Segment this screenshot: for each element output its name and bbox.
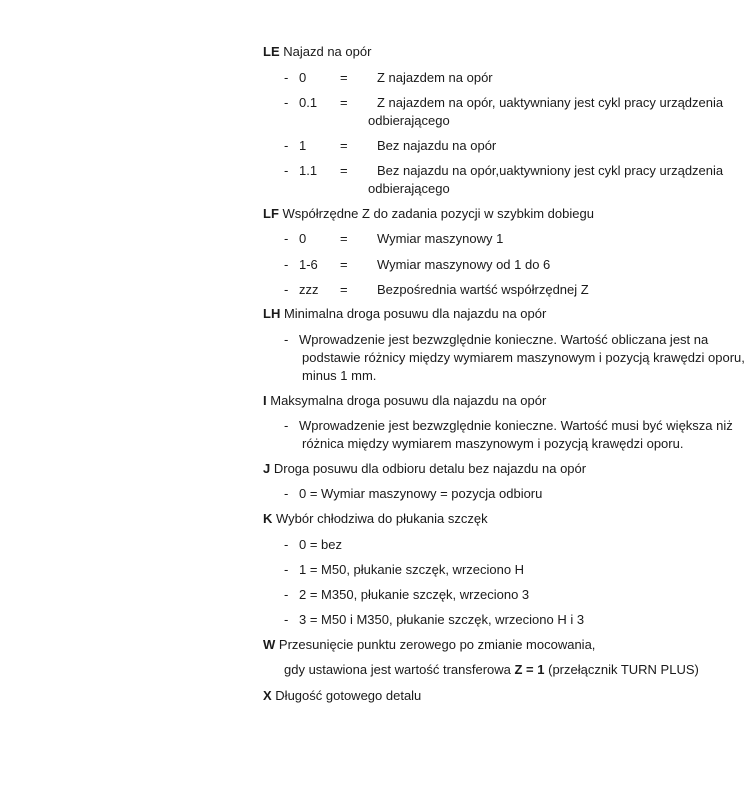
le-item-eq: =	[340, 163, 348, 178]
bullet-dash: -	[284, 282, 289, 297]
lf-item-desc: Wymiar maszynowy 1	[377, 231, 504, 246]
k-heading	[263, 511, 488, 527]
bullet-dash: -	[284, 612, 289, 627]
i-line-2: różnica między wymiarem maszynowym i pozycją krawędzi oporu.	[302, 436, 684, 451]
bullet-dash: -	[284, 537, 289, 552]
bullet-dash: -	[284, 231, 289, 246]
le-item-eq: =	[340, 138, 348, 153]
i-line-1: Wprowadzenie jest bezwzględnie konieczne. Wartość musi być większa niż	[299, 418, 733, 433]
le-item-desc: Z najazdem na opór, uaktywniany jest cykl pracy urządzenia	[377, 95, 724, 110]
w-key: W	[263, 637, 276, 652]
le-item-desc: Z najazdem na opór	[377, 70, 493, 85]
le-heading	[263, 44, 371, 60]
bullet-dash: -	[284, 587, 289, 602]
lf-item-value: 1-6	[299, 257, 318, 272]
bullet-dash: -	[284, 486, 289, 501]
lh-key: LH	[263, 306, 281, 321]
j-item-text: 0 = Wymiar maszynowy = pozycja odbioru	[299, 486, 543, 501]
bullet-dash: -	[284, 70, 289, 85]
k-item-text: 2 = M350, płukanie szczęk, wrzeciono 3	[299, 587, 530, 602]
j-key: J	[263, 461, 271, 476]
w-line-2-bold: Z = 1	[514, 662, 545, 677]
le-item-value: 1	[299, 138, 307, 153]
le-item-desc-cont: odbierającego	[368, 181, 450, 196]
w-line-2-suffix: (przełącznik TURN PLUS)	[544, 662, 699, 677]
i-heading	[263, 393, 546, 409]
lf-item-eq: =	[340, 231, 348, 246]
bullet-dash: -	[284, 562, 289, 577]
le-item-eq: =	[340, 95, 348, 110]
lf-item-eq: =	[340, 257, 348, 272]
k-item-text: 1 = M50, płukanie szczęk, wrzeciono H	[299, 562, 525, 577]
j-title: Droga posuwu dla odbioru detalu bez najazdu na opór	[273, 461, 587, 476]
le-item-value: 1.1	[299, 163, 318, 178]
x-title: Długość gotowego detalu	[275, 688, 422, 703]
lf-item-eq: =	[340, 282, 348, 297]
bullet-dash: -	[284, 257, 289, 272]
lf-item-value: zzz	[299, 282, 319, 297]
lf-item-desc: Wymiar maszynowy od 1 do 6	[377, 257, 551, 272]
le-key: LE	[263, 44, 280, 59]
le-item-value: 0.1	[299, 95, 318, 110]
w-heading	[263, 637, 595, 653]
bullet-dash: -	[284, 95, 289, 110]
k-item-text: 3 = M50 i M350, płukanie szczęk, wrzeciono H i 3	[299, 612, 585, 627]
bullet-dash: -	[284, 138, 289, 153]
i-title: Maksymalna droga posuwu dla najazdu na opór	[270, 393, 547, 408]
lh-line-2: podstawie różnicy między wymiarem maszynowym i pozycją krawędzi oporu,	[302, 350, 745, 365]
le-item-desc: Bez najazdu na opór	[377, 138, 497, 153]
x-heading	[263, 688, 421, 704]
j-heading	[263, 461, 586, 477]
w-line-2	[284, 662, 699, 678]
lf-key: LF	[263, 206, 279, 221]
lf-title: Współrzędne Z do zadania pozycji w szybkim dobiegu	[282, 206, 594, 221]
lf-heading	[263, 206, 594, 222]
i-key: I	[263, 393, 267, 408]
lh-line-1: Wprowadzenie jest bezwzględnie konieczne. Wartość obliczana jest na	[299, 332, 709, 347]
w-line-2-text: gdy ustawiona jest wartość transferowa	[284, 662, 515, 677]
lf-item-desc: Bezpośrednia wartść współrzędnej Z	[377, 282, 589, 297]
lh-line-3: minus 1 mm.	[302, 368, 377, 383]
x-key: X	[263, 688, 272, 703]
le-item-eq: =	[340, 70, 348, 85]
lh-title: Minimalna droga posuwu dla najazdu na opór	[283, 306, 547, 321]
le-item-value: 0	[299, 70, 307, 85]
w-title: Przesunięcie punktu zerowego po zmianie mocowania,	[278, 637, 596, 652]
k-item-text: 0 = bez	[299, 537, 343, 552]
le-title: Najazd na opór	[283, 44, 372, 59]
bullet-dash: -	[284, 163, 289, 178]
le-item-desc: Bez najazdu na opór,uaktywniony jest cykl pracy urządzenia	[377, 163, 724, 178]
lf-item-value: 0	[299, 231, 307, 246]
k-key: K	[263, 511, 273, 526]
bullet-dash: -	[284, 418, 289, 433]
k-title: Wybór chłodziwa do płukania szczęk	[276, 511, 488, 526]
bullet-dash: -	[284, 332, 289, 347]
lh-heading	[263, 306, 546, 322]
le-item-desc-cont: odbierającego	[368, 113, 450, 128]
